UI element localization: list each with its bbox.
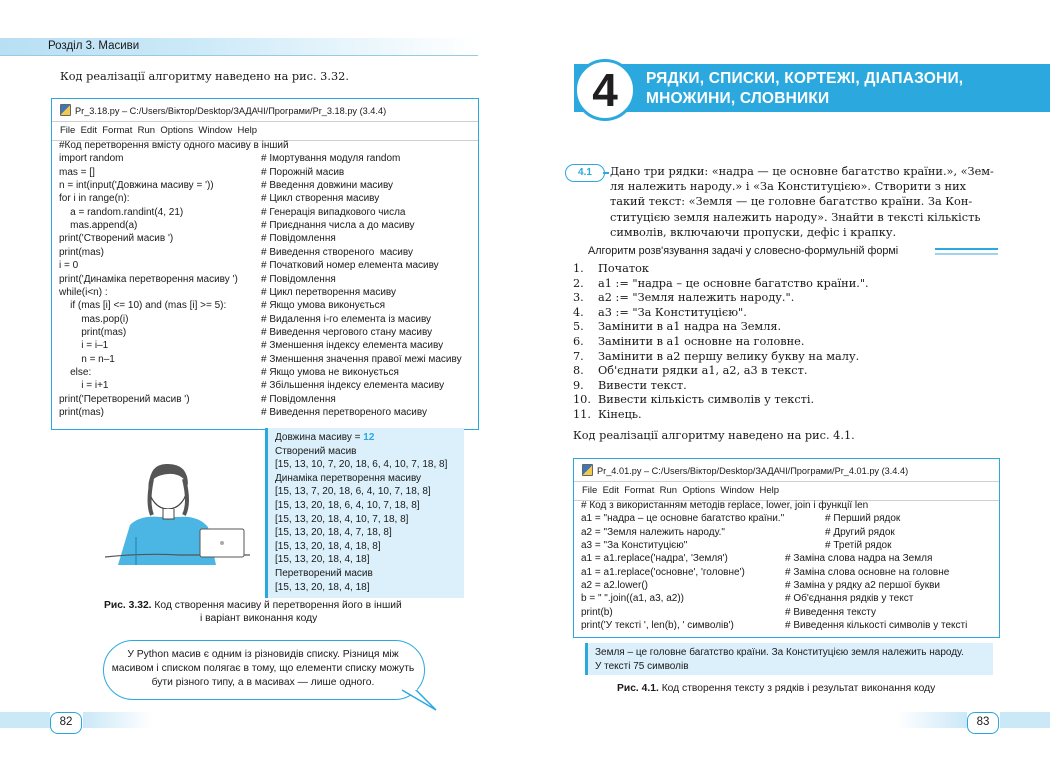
code-comment: # Початковий номер елемента масиву	[261, 260, 439, 272]
speech-bubble-tail	[400, 686, 440, 714]
step-text: a3 := "За Конституцією".	[598, 305, 747, 319]
task-badge: 4.1	[565, 164, 605, 182]
output-line: [15, 13, 7, 20, 18, 6, 4, 10, 7, 18, 8]	[275, 486, 431, 498]
python-file-icon	[60, 104, 71, 116]
code-window-left	[51, 98, 479, 430]
step-number: 10.	[573, 393, 591, 407]
step-text: Вивести текст.	[598, 378, 687, 392]
code-window-right	[573, 458, 1000, 638]
step-number: 3.	[573, 291, 584, 305]
step-text: Замінити в a1 основне на головне.	[598, 335, 805, 348]
code-line: # Код з використанням методів replace, lower, join і функції len	[581, 500, 869, 511]
task-line: Дано три рядки: «надра — це основне багатство країни.», «Зем-	[610, 165, 994, 178]
code-line: i = i+1	[59, 380, 109, 392]
code-comment: # Виведення тексту	[785, 606, 876, 618]
output-line: [15, 13, 20, 18, 4, 7, 18, 8]	[275, 527, 392, 539]
output-value: 12	[363, 432, 375, 443]
code-line: while(i<n) :	[59, 286, 108, 298]
code-line: print(mas)	[59, 407, 105, 418]
window-title-bar	[52, 99, 478, 118]
window-title: Pr_4.01.py – C:/Users/Віктор/Desktop/ЗАДАЧІ/Програми/Pr_4.01.py (3.4.4)	[597, 466, 909, 476]
menu-run[interactable]: Run	[137, 125, 156, 136]
code-comment: # Виведення перетвореного масиву	[261, 407, 427, 418]
output-line: [15, 13, 10, 7, 20, 18, 6, 4, 10, 7, 18, 8]	[275, 459, 448, 471]
caption-label: Рис. 3.32.	[104, 600, 152, 611]
heading-rule	[935, 248, 998, 250]
right-intro: Код реалізації алгоритму наведено на рис. 4.1.	[573, 429, 855, 442]
footer-bar-fade	[897, 712, 967, 728]
python-file-icon	[582, 464, 593, 476]
figure-caption-right	[617, 683, 935, 694]
note-line: масивом і списком полягає в тому, що елементи списку можуть	[111, 663, 415, 674]
output-line: [15, 13, 20, 18, 4, 10, 7, 18, 8]	[275, 513, 409, 525]
code-comment: # Повідомлення	[261, 233, 336, 245]
menu-format[interactable]: Format	[102, 125, 133, 136]
step-number: 2.	[573, 276, 584, 290]
code-line: mas = []	[59, 166, 95, 178]
code-line: i = i–1	[59, 340, 109, 352]
code-line: a1 = a1.replace('основне', 'головне')	[581, 566, 745, 578]
code-line: n = int(input('Довжина масиву = '))	[59, 180, 214, 192]
figure-caption-left-line2: і варіант виконання коду	[200, 613, 318, 624]
code-area	[52, 137, 478, 427]
code-line: i = 0	[59, 260, 79, 272]
task-line: символів, включаючи пропуски, дефіс і крапку.	[610, 225, 897, 239]
code-line: a1 = a1.replace('надра', 'Земля')	[581, 553, 728, 565]
code-comment: # Зменшення значення правої межі масиву	[261, 353, 462, 365]
code-line: print(mas)	[59, 246, 105, 258]
code-line: a2 = a2.lower()	[581, 580, 648, 592]
footer-bar-left	[0, 712, 50, 728]
code-line: mas.append(a)	[59, 220, 138, 232]
menu-edit[interactable]: Edit	[602, 485, 619, 496]
code-comment: # Другий рядок	[825, 526, 895, 538]
code-comment: # Виведення кількості символів у тексті	[785, 620, 968, 632]
code-comment: # Якщо умова виконується	[261, 300, 386, 312]
step-text: a2 := "Земля належить народу.".	[598, 291, 795, 305]
code-comment: # Виведення створеного масиву	[261, 246, 413, 258]
menu-help[interactable]: Help	[237, 125, 257, 136]
menu-options[interactable]: Options	[160, 125, 194, 136]
code-comment: # Перший рядок	[825, 513, 901, 525]
output-line: Перетворений масив	[275, 567, 373, 579]
note-line: У Python масив є одним із різновидів списку. Різниця між	[127, 649, 399, 660]
code-comment: # Імортування модуля random	[261, 153, 401, 165]
code-line: b = " ".join((a1, a3, a2))	[581, 593, 684, 605]
caption-text: Код створення тексту з рядків і результат виконання коду	[658, 683, 936, 694]
task-line: такий текст: «Земля — це головне багатство країни. За Кон-	[610, 195, 973, 209]
step-number: 7.	[573, 349, 584, 363]
window-title-bar	[574, 459, 999, 478]
code-line: n = n–1	[59, 353, 115, 365]
code-comment: # Генерація випадкового числа	[261, 206, 406, 218]
menu-bar	[574, 482, 999, 498]
step-number: 6.	[573, 335, 584, 348]
header-rule	[0, 55, 478, 56]
code-comment: # Зменшення індексу елемента масиву	[261, 340, 444, 352]
menu-options[interactable]: Options	[682, 485, 716, 496]
code-line: else:	[59, 366, 92, 378]
step-text: Об'єднати рядки a1, a2, a3 в текст.	[598, 364, 808, 378]
code-comment: # Введення довжини масиву	[261, 180, 394, 192]
code-line: print('Динаміка перетворення масиву ')	[59, 273, 238, 285]
output-line: Створений масив	[275, 445, 357, 457]
note-text	[110, 648, 416, 690]
code-comment: # Приєднання числа а до масиву	[261, 220, 415, 232]
output-line: [15, 13, 20, 18, 4, 18]	[275, 554, 370, 566]
menu-file[interactable]: File	[582, 485, 598, 496]
code-comment: # Повідомлення	[261, 393, 336, 405]
step-text: a1 := "надра – це основне багатство країни.".	[598, 276, 869, 290]
menu-help[interactable]: Help	[759, 485, 779, 496]
menu-run[interactable]: Run	[659, 485, 678, 496]
code-comment: # Третій рядок	[825, 540, 892, 552]
footer-bar-fade	[83, 712, 153, 728]
code-comment: # Заміна слова основне на головне	[785, 566, 950, 578]
output-line: Земля – це головне багатство країни. За Конституцією земля належить народу.	[595, 647, 964, 658]
code-comment: # Виведення чергового стану масиву	[261, 326, 433, 338]
note-line: бути різного типу, а в масивах — лише одного.	[151, 677, 375, 688]
output-line: Довжина масиву = 12	[275, 432, 375, 443]
code-line: print('У тексті ', len(b), ' символів')	[581, 620, 734, 632]
page-number-left: 82	[50, 712, 82, 734]
code-line: a = random.randint(4, 21)	[59, 206, 184, 218]
step-number: 1.	[573, 262, 584, 275]
step-text: Замінити в a1 надра на Земля.	[598, 320, 782, 334]
caption-label: Рис. 4.1.	[617, 683, 659, 694]
code-line: a3 = "За Конституцією"	[581, 540, 688, 552]
code-line: a1 = "надра – це основне багатство країни."	[581, 513, 785, 525]
output-panel-right	[585, 643, 993, 675]
code-line: print(mas)	[59, 326, 127, 338]
figure-caption-left	[104, 599, 402, 612]
code-comment: # Видалення і-го елемента із масиву	[261, 313, 432, 325]
caption-text: Код створення масиву й перетворення його в інший	[151, 600, 402, 611]
menu-bar	[52, 122, 478, 138]
badge-connector	[603, 172, 609, 174]
step-text: Кінець.	[598, 408, 642, 421]
algorithm-heading: Алгоритм розв'язування задачі у словесно-формульній формі	[588, 245, 899, 257]
chapter-title-line2: МНОЖИНИ, СЛОВНИКИ	[646, 90, 830, 107]
code-line: print(b)	[581, 606, 613, 618]
code-comment: # Якщо умова не виконується	[261, 366, 399, 378]
menu-window[interactable]: Window	[198, 125, 233, 136]
menu-edit[interactable]: Edit	[80, 125, 97, 136]
code-comment: # Об'єднання рядків у текст	[785, 593, 914, 605]
output-panel-left	[265, 428, 464, 598]
code-area	[574, 497, 999, 635]
code-comment: # Заміна слова надра на Земля	[785, 553, 933, 565]
step-number: 8.	[573, 364, 584, 378]
code-comment: # Цикл створення масиву	[261, 193, 380, 205]
code-comment: # Цикл перетворення масиву	[261, 286, 397, 298]
person-at-laptop-illustration	[100, 455, 260, 595]
code-comment: # Збільшення індексу елемента масиву	[261, 380, 445, 392]
output-line: [15, 13, 20, 18, 6, 4, 10, 7, 18, 8]	[275, 499, 420, 511]
code-line: import random	[59, 153, 124, 165]
code-line: mas.pop(i)	[59, 313, 129, 325]
window-title: Pr_3.18.py – C:/Users/Віктор/Desktop/ЗАДАЧІ/Програми/Pr_3.18.py (3.4.4)	[75, 106, 387, 116]
menu-file[interactable]: File	[60, 125, 76, 136]
step-number: 4.	[573, 305, 584, 319]
step-text: Початок	[598, 262, 649, 275]
code-line: if (mas [i] <= 10) and (mas [i] >= 5):	[59, 300, 227, 312]
heading-rule	[935, 253, 998, 255]
page-number-right: 83	[967, 712, 999, 734]
left-intro: Код реалізації алгоритму наведено на рис. 3.32.	[60, 70, 349, 83]
task-line: ституцією земля належить народу». Знайти в тексті кількість	[610, 210, 981, 224]
step-number: 11.	[573, 408, 591, 421]
code-line: for i in range(n):	[59, 193, 130, 205]
step-text: Замінити в a2 першу велику букву на малу.	[598, 349, 860, 363]
code-line: #Код перетворення вмісту одного масиву в інший	[59, 140, 289, 151]
output-line: [15, 13, 20, 18, 4, 18]	[275, 581, 370, 593]
code-line: print('Перетворений масив ')	[59, 393, 190, 405]
output-line: У тексті 75 символів	[595, 660, 689, 672]
section-title: Розділ 3. Масиви	[48, 40, 140, 52]
step-text: Вивести кількість символів у тексті.	[598, 393, 815, 407]
footer-bar-right	[1000, 712, 1050, 728]
chapter-number: 4	[592, 64, 618, 116]
code-comment: # Повідомлення	[261, 273, 336, 285]
step-number: 9.	[573, 378, 584, 392]
chapter-title-line1: РЯДКИ, СПИСКИ, КОРТЕЖІ, ДІАПАЗОНИ,	[646, 70, 964, 87]
code-line: print('Створений масив ')	[59, 233, 174, 245]
step-number: 5.	[573, 320, 584, 334]
code-comment: # Порожній масив	[261, 166, 345, 178]
output-line: Динаміка перетворення масиву	[275, 472, 422, 484]
menu-format[interactable]: Format	[624, 485, 655, 496]
menu-window[interactable]: Window	[720, 485, 755, 496]
code-comment: # Заміна у рядку a2 першої букви	[785, 580, 941, 592]
code-line: a2 = "Земля належить народу."	[581, 526, 725, 538]
output-line: [15, 13, 20, 18, 4, 18, 8]	[275, 540, 381, 552]
task-line: ля належить народу.» і «За Конституцією». Створити з них	[610, 180, 966, 194]
